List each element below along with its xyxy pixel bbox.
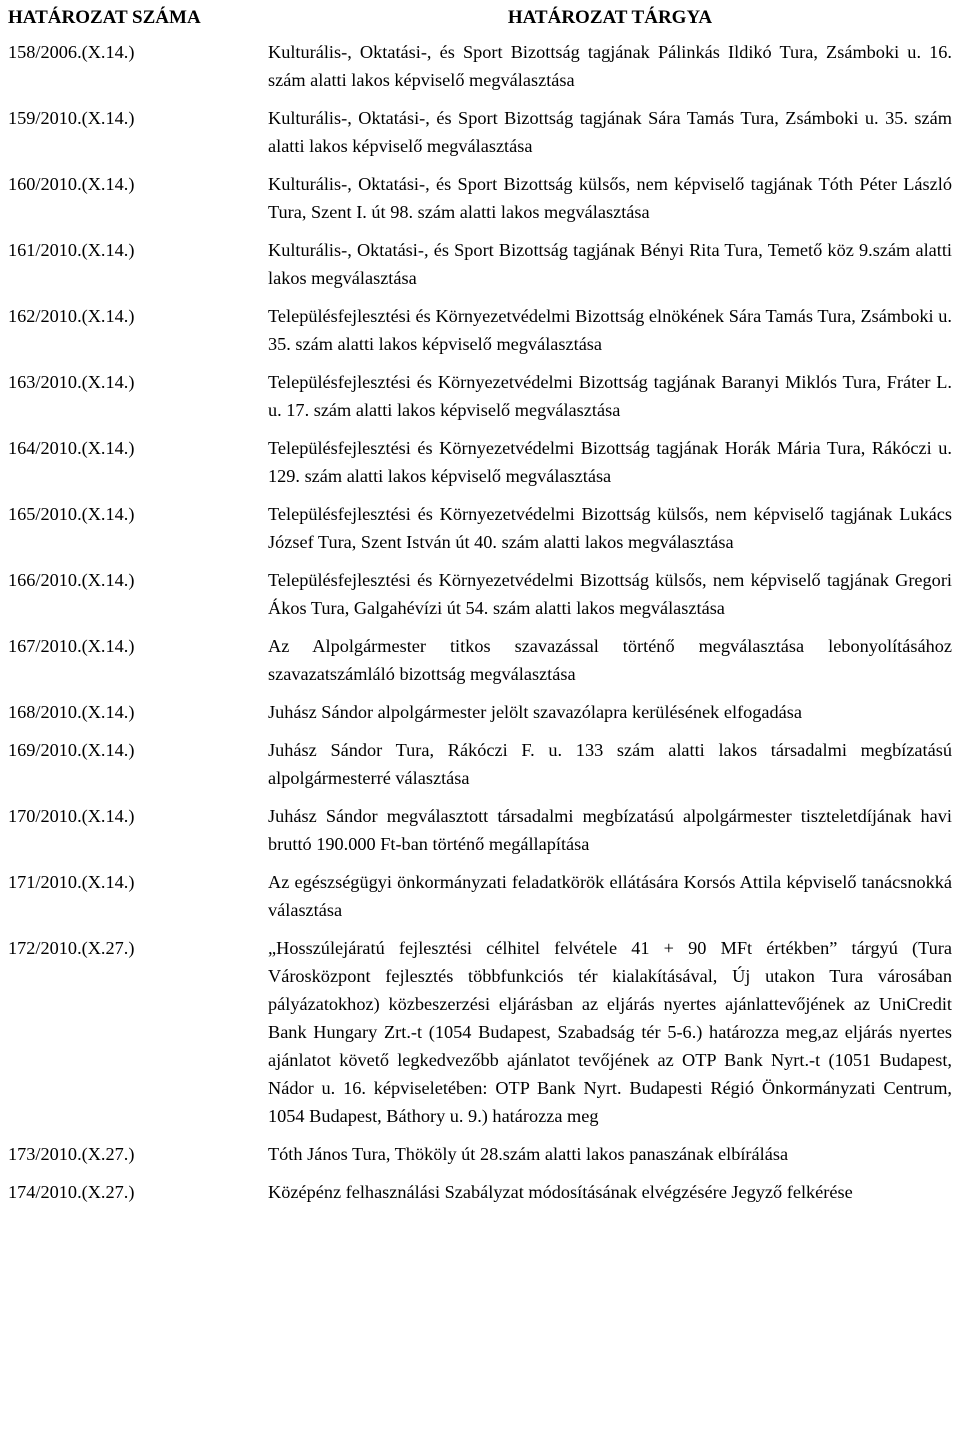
resolution-number: 173/2010.(X.27.) — [8, 1144, 135, 1164]
resolution-subject: Az Alpolgármester titkos szavazással történő megválasztása lebonyolításához szavazatszámláló bizottság megválasztása — [268, 636, 952, 684]
table-row — [0, 430, 958, 496]
resolution-subject: Kulturális-, Oktatási-, és Sport Bizottság tagjának Pálinkás Ildikó Tura, Zsámboki u. 16. szám alatti lakos képviselő megválasztása — [268, 42, 952, 90]
resolution-number: 168/2010.(X.14.) — [8, 702, 135, 722]
resolution-subject: Juhász Sándor alpolgármester jelölt szavazólapra kerülésének elfogadása — [268, 702, 802, 722]
resolution-subject: Településfejlesztési és Környezetvédelmi Bizottság tagjának Horák Mária Tura, Rákóczi u. 129. szám alatti lakos képviselő megválasztása — [268, 438, 952, 486]
table-header-row — [0, 0, 958, 34]
resolution-subject: Településfejlesztési és Környezetvédelmi Bizottság külsős, nem képviselő tagjának Gregori Ákos Tura, Galgahévízi út 54. szám alatti lakos megválasztása — [268, 570, 952, 618]
resolution-subject: Juhász Sándor Tura, Rákóczi F. u. 133 szám alatti lakos társadalmi megbízatású alpolgármesterré választása — [268, 740, 952, 788]
resolution-subject: Tóth János Tura, Thököly út 28.szám alatti lakos panaszának elbírálása — [268, 1144, 789, 1164]
resolution-subject: Kulturális-, Oktatási-, és Sport Bizottság tagjának Bényi Rita Tura, Temető köz 9.szám alatti lakos megválasztása — [268, 240, 952, 288]
table-row — [0, 1174, 958, 1212]
resolution-number: 164/2010.(X.14.) — [8, 438, 135, 458]
resolution-number: 166/2010.(X.14.) — [8, 570, 135, 590]
header-subject: HATÁROZAT TÁRGYA — [507, 7, 713, 28]
resolution-number: 171/2010.(X.14.) — [8, 872, 135, 892]
resolution-number: 160/2010.(X.14.) — [8, 174, 135, 194]
table-row — [0, 798, 958, 864]
table-row — [0, 694, 958, 732]
table-row — [0, 562, 958, 628]
resolution-subject: Az egészségügyi önkormányzati feladatkörök ellátására Korsós Attila képviselő tanácsnokká választása — [268, 872, 952, 920]
resolution-number: 165/2010.(X.14.) — [8, 504, 135, 524]
table-row — [0, 34, 958, 100]
resolution-subject: Településfejlesztési és Környezetvédelmi Bizottság elnökének Sára Tamás Tura, Zsámboki u. 35. szám alatti lakos képviselő megválasztása — [268, 306, 952, 354]
resolution-number: 172/2010.(X.27.) — [8, 938, 135, 958]
resolution-number: 162/2010.(X.14.) — [8, 306, 135, 326]
resolution-subject: „Hosszúlejáratú fejlesztési célhitel felvétele 41 + 90 MFt értékben” tárgyú (Tura Városközpont fejlesztés többfunkciós tér kialakításával, Új utakon Tura városában pályázatokhoz) közbeszerzési eljárásban az eljárás nyertes ajánlattevőjének az UniCredit Bank Hungary Zrt.-t (1054 Budapest, Szabadság tér 5-6.) határozza meg,az eljárás nyertes ajánlatot követő legkedvezőbb ajánlatot tevőjének az OTP Bank Nyrt.-t (1051 Budapest, Nádor u. 16. képviseletében: OTP Bank Nyrt. Budapesti Régió Önkormányzati Centrum, 1054 Budapest, Báthory u. 9.) határozza meg — [268, 938, 952, 1126]
table-row — [0, 100, 958, 166]
table-body — [0, 34, 958, 1212]
table-row — [0, 864, 958, 930]
resolution-number: 159/2010.(X.14.) — [8, 108, 135, 128]
resolution-subject: Középénz felhasználási Szabályzat módosításának elvégzésére Jegyző felkérése — [268, 1182, 853, 1202]
resolution-subject: Településfejlesztési és Környezetvédelmi Bizottság tagjának Baranyi Miklós Tura, Fráter L. u. 17. szám alatti lakos képviselő megválasztása — [268, 372, 952, 420]
resolution-subject: Kulturális-, Oktatási-, és Sport Bizottság tagjának Sára Tamás Tura, Zsámboki u. 35. szám alatti lakos képviselő megválasztása — [268, 108, 952, 156]
resolution-number: 158/2006.(X.14.) — [8, 42, 135, 62]
resolution-number: 170/2010.(X.14.) — [8, 806, 135, 826]
table-row — [0, 232, 958, 298]
table-row — [0, 732, 958, 798]
table-row — [0, 930, 958, 1136]
table-row — [0, 1136, 958, 1174]
resolution-subject: Kulturális-, Oktatási-, és Sport Bizottság külsős, nem képviselő tagjának Tóth Péter László Tura, Szent I. út 98. szám alatti lakos megválasztása — [268, 174, 952, 222]
resolution-number: 161/2010.(X.14.) — [8, 240, 135, 260]
table-row — [0, 364, 958, 430]
table-row — [0, 496, 958, 562]
resolution-number: 169/2010.(X.14.) — [8, 740, 135, 760]
table-row — [0, 166, 958, 232]
resolution-subject: Településfejlesztési és Környezetvédelmi Bizottság külsős, nem képviselő tagjának Lukács József Tura, Szent István út 40. szám alatti lakos megválasztása — [268, 504, 952, 552]
table-row — [0, 628, 958, 694]
resolution-number: 174/2010.(X.27.) — [8, 1182, 135, 1202]
header-number: HATÁROZAT SZÁMA — [8, 7, 201, 28]
table-row — [0, 298, 958, 364]
resolution-number: 163/2010.(X.14.) — [8, 372, 135, 392]
resolution-subject: Juhász Sándor megválasztott társadalmi megbízatású alpolgármester tiszteletdíjának havi bruttó 190.000 Ft-ban történő megállapítása — [268, 806, 952, 854]
resolution-number: 167/2010.(X.14.) — [8, 636, 135, 656]
